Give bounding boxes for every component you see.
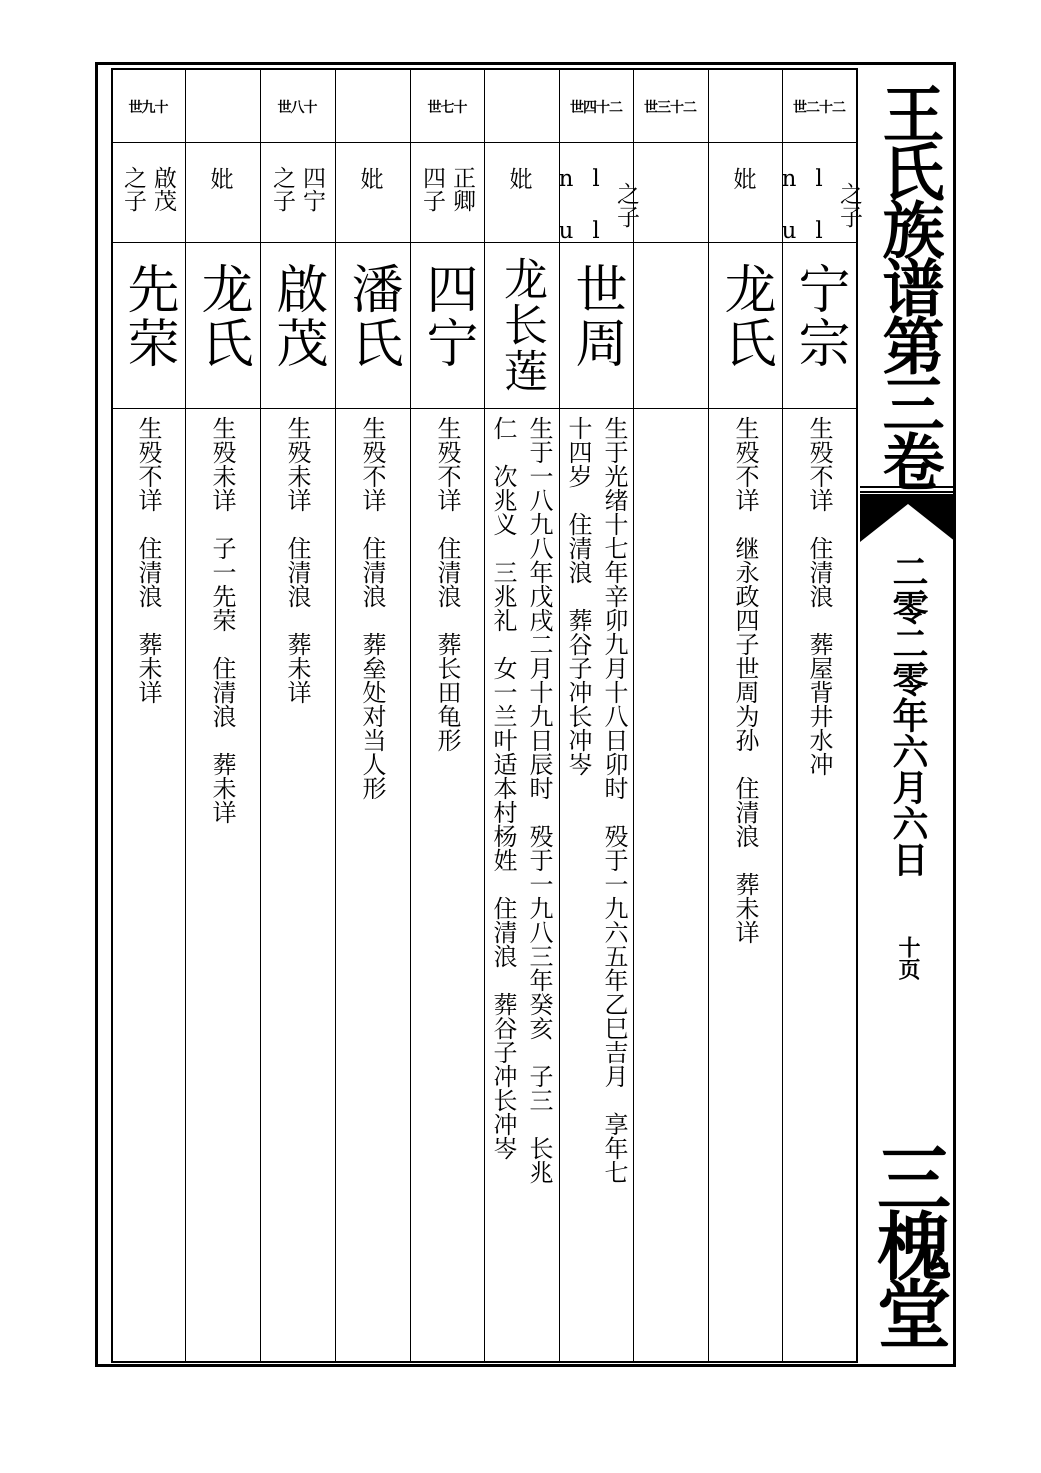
relation-line: n u [776,166,802,244]
edition-date: 二零二零年六月六日 [887,553,929,877]
relation-line: 之子 [120,166,146,212]
person-name: 世周 [566,262,626,370]
relation-label [260,166,334,212]
person-name: 四宁 [417,262,477,370]
relation-label [776,166,862,244]
person-name: 龙氏 [715,262,775,370]
relation-label: 妣 [360,167,384,193]
title-rule [860,486,956,488]
person-name: 龙长莲 [496,256,547,394]
biography-line: 生殁不详 住清浪 葬垒处对当人形 [358,416,386,800]
person-name: 龙氏 [192,262,252,370]
relation-line: 正卿 [449,166,475,212]
biography [260,416,334,1346]
generation-label: 世九十 [128,100,168,116]
person-name: 啟茂 [267,262,327,370]
biography-line: 生殁不详 住清浪 葬未详 [134,416,162,704]
biography-line: 十四岁 住清浪 葬谷子冲长冲岑 [564,416,592,776]
fishtail-mark-icon [860,494,956,542]
biography [484,416,558,1346]
relation-line: 之子 [613,182,639,228]
page-number: 十页 [895,936,921,980]
biography [410,416,484,1346]
relation-label [111,166,185,212]
biography [782,416,856,1346]
row-divider [111,142,858,143]
generation-label: 世四十二 [570,100,622,116]
person-name: 先荣 [118,262,178,370]
generation-label: 世二十二 [793,100,845,116]
biography-line: 仁 次兆义 三兆礼 女一兰叶适本村杨姓 住清浪 葬谷子冲长冲岑 [489,416,517,1160]
relation-line: 之子 [836,182,862,228]
relation-line: n u [553,166,579,244]
row-divider [111,242,858,243]
relation-label: 妣 [509,167,533,193]
column-divider [633,68,707,1363]
biography [111,416,185,1346]
relation-label: 妣 [733,167,757,193]
relation-line: 啟茂 [150,166,176,212]
biography [559,416,633,1346]
relation-line: l l [806,166,832,244]
title-rule [860,491,956,493]
book-title: 王氏族谱第三卷 [872,82,945,488]
relation-label [553,166,639,244]
biography-line: 生殁不详 住清浪 葬屋背井水冲 [805,416,833,776]
generation-label: 世八十 [277,100,317,116]
person-name: 潘氏 [342,262,402,370]
biography [708,416,782,1346]
hall-name: 三槐堂 [865,1140,951,1344]
relation-label [410,166,484,212]
biography [335,416,409,1346]
biography-line: 生殁不详 住清浪 葬长田龟形 [433,416,461,752]
row-divider [111,408,858,409]
biography-line: 生殁未详 住清浪 葬未详 [283,416,311,704]
person-name: 宁宗 [789,262,849,370]
biography-line: 生殁未详 子一先荣 住清浪 葬未详 [208,416,236,824]
relation-line: l l [583,166,609,244]
biography-line: 生殁不详 继永政四子世周为孙 住清浪 葬未详 [731,416,759,944]
relation-label: 妣 [210,167,234,193]
relation-line: 四子 [419,166,445,212]
biography [185,416,259,1346]
relation-line: 四宁 [299,166,325,212]
generation-label: 世七十 [427,100,467,116]
biography-line: 生于一八九八年戊戌二月十九日辰时 殁于一九八三年癸亥 子三 长兆 [525,416,553,1184]
relation-line: 之子 [269,166,295,212]
generation-label: 世三十二 [644,100,696,116]
biography-line: 生于光绪十七年辛卯九月十八日卯时 殁于一九六五年乙巳吉月 享年七 [600,416,628,1184]
